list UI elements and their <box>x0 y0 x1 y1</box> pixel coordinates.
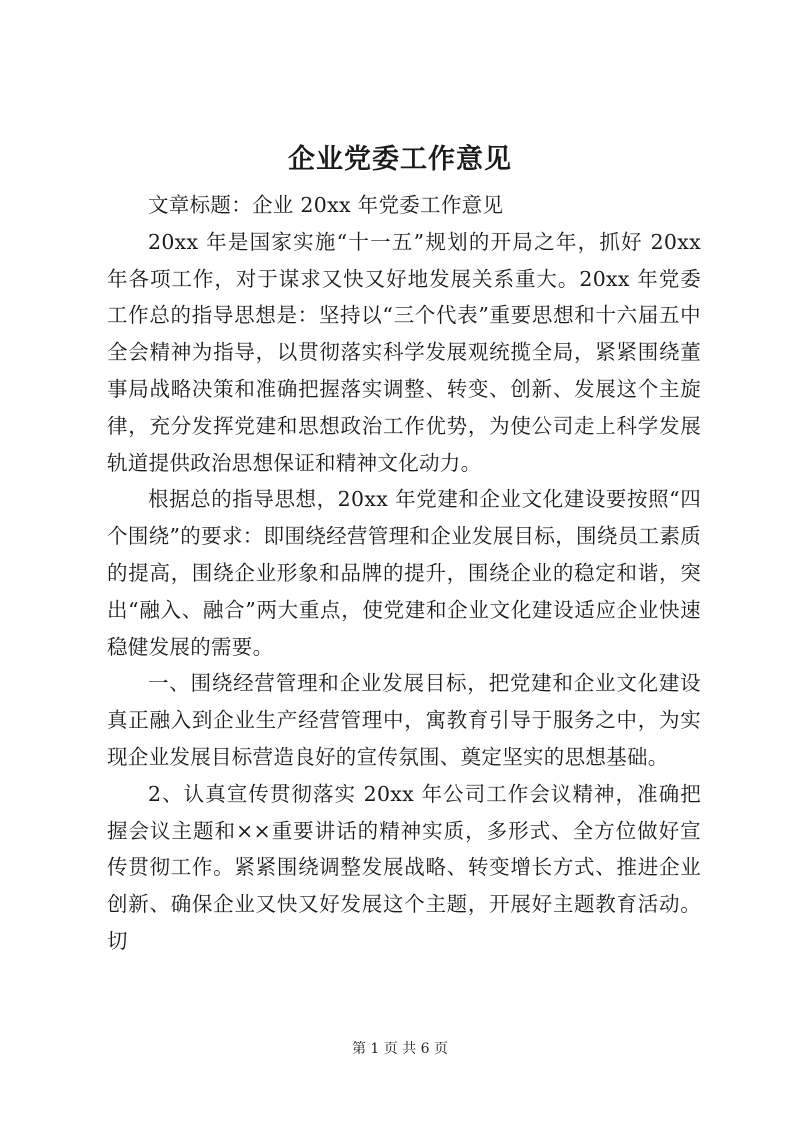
paragraph-four-focuses: 根据总的指导思想，20xx 年党建和企业文化建设要按照“四个围绕”的要求：即围绕经营管理和企业发展目标，围绕员工素质的提高，围绕企业形象和品牌的提升，围绕企业的稳定和谐，突出“融入、融合”两大重点，使党建和企业文化建设适应企业快速稳健发展的需要。 <box>107 487 701 659</box>
article-heading-line: 文章标题：企业 20xx 年党委工作意见 <box>148 193 504 217</box>
paragraph-section-one: 一、围绕经营管理和企业发展目标，把党建和企业文化建设真正融入到企业生产经营管理中，寓教育引导于服务之中，为实现企业发展目标营造良好的宣传氛围、奠定坚实的思想基础。 <box>107 671 701 769</box>
page-footer: 第 1 页 共 6 页 <box>351 1041 449 1057</box>
document-body <box>107 187 701 960</box>
paragraph-guiding-thought: 20xx 年是国家实施“十一五”规划的开局之年，抓好 20xx 年各项工作，对于谋求又快又好地发展关系重大。20xx 年党委工作总的指导思想是：坚持以“三个代表”重要思想和十六届五中全会精神为指导，以贯彻落实科学发展观统揽全局，紧紧围绕董事局战略决策和准确把握落实调整、转变、创新、发展这个主旋律，充分发挥党建和思想政治工作优势，为使公司走上科学发展轨道提供政治思想保证和精神文化动力。 <box>107 229 701 475</box>
paragraph-item-two: 2、认真宣传贯彻落实 20xx 年公司工作会议精神，准确把握会议主题和××重要讲话的精神实质，多形式、全方位做好宣传贯彻工作。紧紧围绕调整发展战略、转变增长方式、推进企业创新、确保企业又快又好发展这个主题，开展好主题教育活动。切 <box>107 781 701 953</box>
document-title: 企业党委工作意见 <box>288 144 512 175</box>
